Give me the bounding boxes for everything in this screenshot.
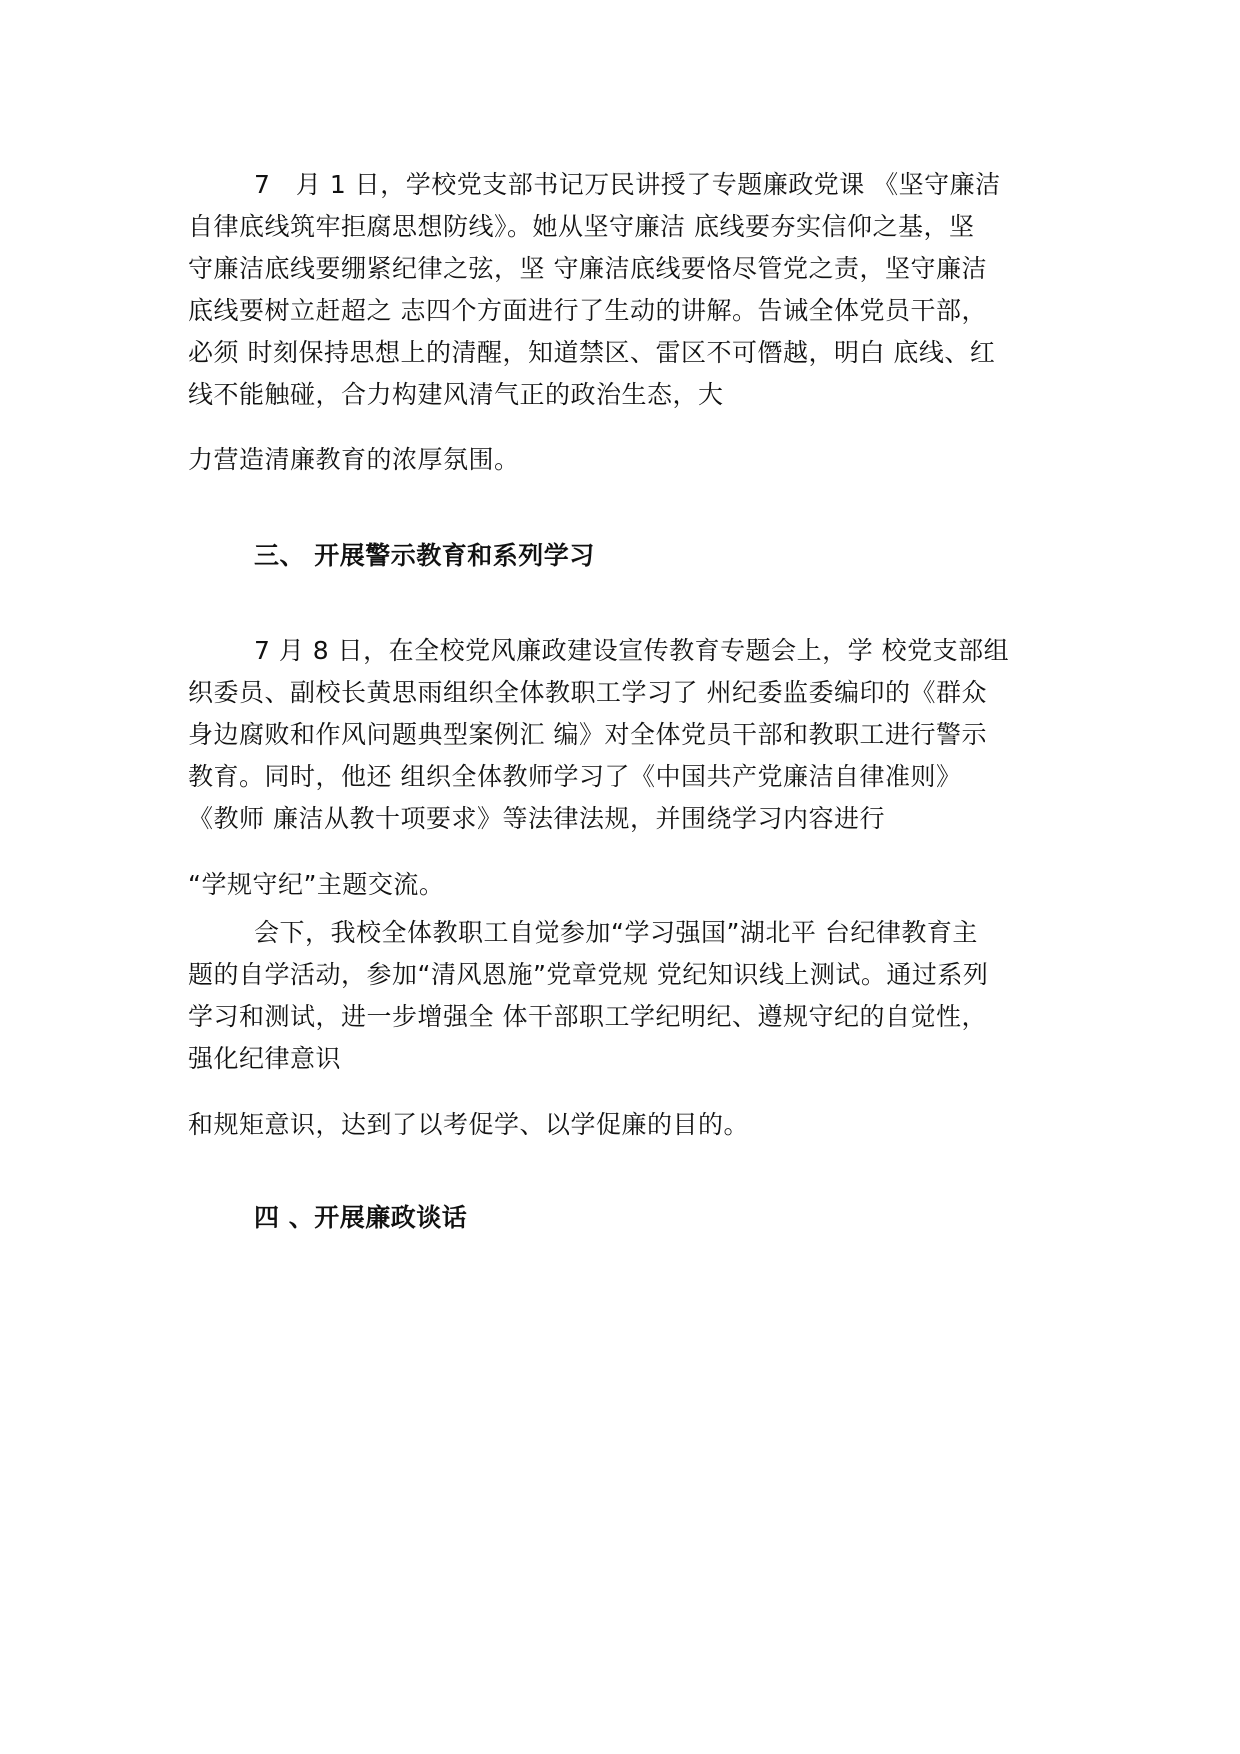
section-heading-4: 四 、开展廉政谈话	[254, 1203, 468, 1232]
paragraph-1-line-5: 必须 时刻保持思想上的清醒，知道禁区、雷区不可僭越，明白 底线、红	[188, 338, 996, 367]
paragraph-1-line-3: 守廉洁底线要绷紧纪律之弦，坚 守廉洁底线要恪尽管党之责，坚守廉洁	[188, 254, 987, 283]
paragraph-3-line-4: 强化纪律意识	[188, 1044, 342, 1073]
paragraph-3-line-2: 题的自学活动，参加“清风恩施”党章党规 党纪知识线上测试。通过系列	[188, 960, 989, 989]
paragraph-2-line-3: 身边腐败和作风问题典型案例汇 编》对全体党员干部和教职工进行警示	[188, 720, 987, 749]
paragraph-1-line-2: 自律底线筑牢拒腐思想防线》。她从坚守廉洁 底线要夯实信仰之基，坚	[188, 212, 975, 241]
paragraph-1-line-4: 底线要树立赶超之 志四个方面进行了生动的讲解。告诫全体党员干部，	[188, 296, 987, 325]
paragraph-3-line-1: 会下，我校全体教职工自觉参加“学习强国”湖北平 台纪律教育主	[254, 918, 978, 947]
paragraph-3-continuation: 和规矩意识，达到了以考促学、以学促廉的目的。	[188, 1110, 750, 1139]
paragraph-1-line-1: 7 月 1 日，学校党支部书记万民讲授了专题廉政党课 《坚守廉洁	[254, 170, 1001, 199]
paragraph-3-line-3: 学习和测试，进一步增强全 体干部职工学纪明纪、遵规守纪的自觉性，	[188, 1002, 987, 1031]
paragraph-2-line-2: 织委员、副校长黄思雨组织全体教职工学习了 州纪委监委编印的《群众	[188, 678, 987, 707]
paragraph-2-continuation: “学规守纪”主题交流。	[188, 870, 445, 899]
paragraph-1-continuation: 力营造清廉教育的浓厚氛围。	[188, 445, 520, 474]
paragraph-2-line-5: 《教师 廉洁从教十项要求》等法律法规，并围绕学习内容进行	[188, 804, 885, 833]
paragraph-2-line-1: 7 月 8 日，在全校党风廉政建设宣传教育专题会上，学 校党支部组	[254, 636, 1010, 665]
section-heading-3: 三、 开展警示教育和系列学习	[254, 541, 595, 570]
paragraph-1-line-6: 线不能触碰，合力构建风清气正的政治生态，大	[188, 380, 724, 409]
paragraph-2-line-4: 教育。同时，他还 组织全体教师学习了《中国共产党廉洁自律准则》	[188, 762, 962, 791]
